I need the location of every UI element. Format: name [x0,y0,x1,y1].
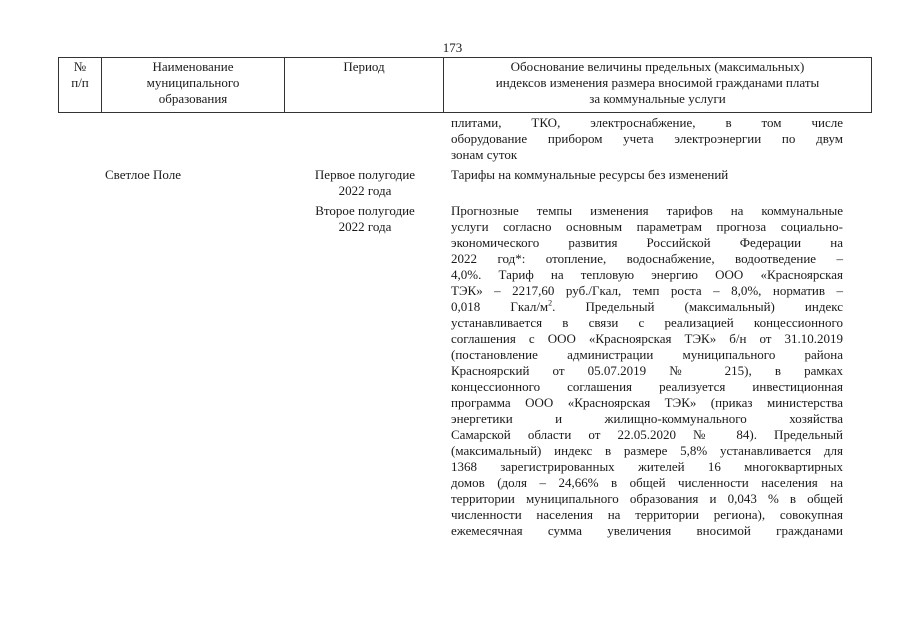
page-number: 173 [442,40,463,55]
tariff-norm-line: 0,018 Гкал/$м^2$. Предельный (максимальный) индекс [451,298,843,314]
header-col-period: Период [285,58,444,113]
justification-second-half: Прогнозные темпы изменения тарифов на коммунальные услуги согласно основным параметрам прогноза социально- экономического развития Российской Федерации на 2022 год*: отопление, водоснабжение, водоотведение – 4,0%. Тариф на тепловую энергию ООО «Красноярская ТЭК» – 2217,60 руб./Гкал, темп роста – 8,0%, норматив – 0,018 Гкал/$м^2$. Предельный (максимальный) индекс устанавливается в связи с реализацией концессионного соглашения с ООО «Красноярская ТЭК» б/н от 31.10.2019 (постановление администрации муниципального района Красноярский от 05.07.2019 № 215), в рамках концессионного соглашения реализуется инвестиционная программа ООО «Красноярская ТЭК» (приказ министерства энергетики и жилищно-коммунального хозяйства Самарской области от 22.05.2020 № 84). Предельный (максимальный) индекс в размере 5,8% устанавливается для 1368 зарегистрированных жителей 16 многоквартирных домов (доля – 24,66% в общей численности населения на территории муниципального образования и 0,043 % в общей численности населения на территории региона), совокупная ежемесячная сумма увеличения вносимой гражданами [451,203,843,538]
header-col-number: № п/п [59,58,102,113]
period-first-half: Первое полугодие 2022 года [314,167,416,198]
continuation-text: плитами, ТКО, электроснабжение, в том числе оборудование прибором учета электроэнергии по двум зонам суток [451,115,843,162]
header-col-justification: Обоснование величины предельных (максимальных) индексов изменения размера вносимой гражданами платы за коммунальные услуги [444,58,872,113]
justification-first-half: Тарифы на коммунальные ресурсы без изменений [451,167,729,182]
municipality-name: Светлое Поле [105,167,182,182]
header-col-municipality: Наименование муниципального образования [102,58,285,113]
table-header [58,57,872,113]
period-second-half: Второе полугодие 2022 года [315,203,415,234]
